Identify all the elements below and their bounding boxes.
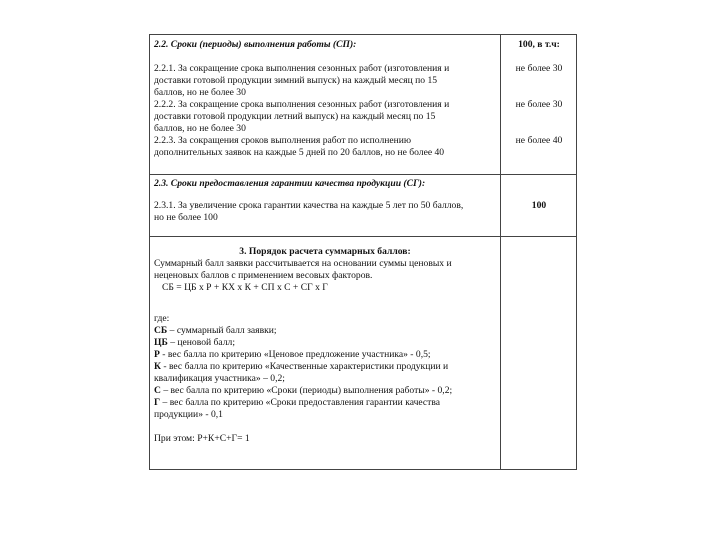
item-221-value: не более 30 bbox=[515, 63, 563, 74]
item-231-value: 100 bbox=[531, 200, 547, 211]
def-g-term: Г bbox=[154, 397, 161, 408]
def-g bbox=[154, 397, 496, 409]
def-r bbox=[154, 349, 496, 361]
section-22-header: 2.2. Сроки (периоды) выполнения работы (СП): bbox=[154, 39, 357, 50]
item-222-line3: баллов, но не более 30 bbox=[154, 123, 246, 134]
item-221-line3: баллов, но не более 30 bbox=[154, 87, 246, 98]
item-231-line1: 2.3.1. За увеличение срока гарантии качества на каждые 5 лет по 50 баллов, bbox=[154, 200, 464, 211]
def-k-term: К bbox=[154, 361, 161, 372]
item-221-line2: доставки готовой продукции зимний выпуск) на каждый месяц по 15 bbox=[154, 75, 438, 86]
item-223-line1: 2.2.3. За сокращения сроков выполнения работ по исполнению bbox=[154, 135, 412, 146]
item-222-line1: 2.2.2. За сокращение срока выполнения сезонных работ (изготовления и bbox=[154, 99, 450, 110]
item-222-line2: доставки готовой продукции летний выпуск) на каждый месяц по 15 bbox=[154, 111, 436, 122]
item-223-value: не более 40 bbox=[515, 135, 563, 146]
section-3-intro-line2: неценовых баллов с применением весовых факторов. bbox=[154, 270, 373, 281]
def-r-term: Р bbox=[154, 349, 160, 360]
item-223-line2: дополнительных заявок на каждые 5 дней по 20 баллов, но не более 40 bbox=[154, 147, 445, 158]
row-divider-1 bbox=[150, 174, 576, 175]
item-231-line2: но не более 100 bbox=[154, 212, 218, 223]
def-g-text: – вес балла по критерию «Сроки предоставления гарантии качества bbox=[160, 397, 441, 408]
item-221-line1: 2.2.1. За сокращение срока выполнения сезонных работ (изготовления и bbox=[154, 63, 450, 74]
section-3-title: 3. Порядок расчета суммарных баллов: bbox=[239, 246, 411, 257]
section-23-header: 2.3. Сроки предоставления гарантии качества продукции (СГ): bbox=[154, 178, 426, 189]
def-r-text: - вес балла по критерию «Ценовое предложение участника» - 0,5; bbox=[159, 349, 431, 360]
formula: СБ = ЦБ х Р + КХ х К + СП х С + СГ х Г bbox=[162, 282, 328, 293]
def-sb-term: СБ bbox=[154, 325, 168, 336]
item-222-value: не более 30 bbox=[515, 99, 563, 110]
column-divider bbox=[500, 35, 501, 469]
weights-note: При этом: Р+К+С+Г= 1 bbox=[154, 433, 250, 444]
def-s-term: С bbox=[154, 385, 161, 396]
criteria-table bbox=[149, 34, 577, 470]
def-g-cont: продукции» - 0,1 bbox=[154, 409, 223, 420]
section-22-header-value: 100, в т.ч: bbox=[518, 39, 560, 50]
def-s bbox=[154, 385, 496, 397]
row-divider-2 bbox=[150, 236, 576, 237]
def-k-cont: квалификация участника» – 0,2; bbox=[154, 373, 285, 384]
def-cb-text: – ценовой балл; bbox=[167, 337, 235, 348]
def-k-text: - вес балла по критерию «Качественные характеристики продукции и bbox=[160, 361, 449, 372]
def-s-text: – вес балла по критерию «Сроки (периоды) выполнения работы» - 0,2; bbox=[160, 385, 453, 396]
def-sb bbox=[154, 325, 496, 337]
def-cb-term: ЦБ bbox=[154, 337, 168, 348]
section-3-intro-line1: Суммарный балл заявки рассчитывается на основании суммы ценовых и bbox=[154, 258, 452, 269]
def-sb-text: – суммарный балл заявки; bbox=[167, 325, 277, 336]
where-label: где: bbox=[154, 313, 170, 324]
def-cb bbox=[154, 337, 496, 349]
def-k bbox=[154, 361, 496, 373]
